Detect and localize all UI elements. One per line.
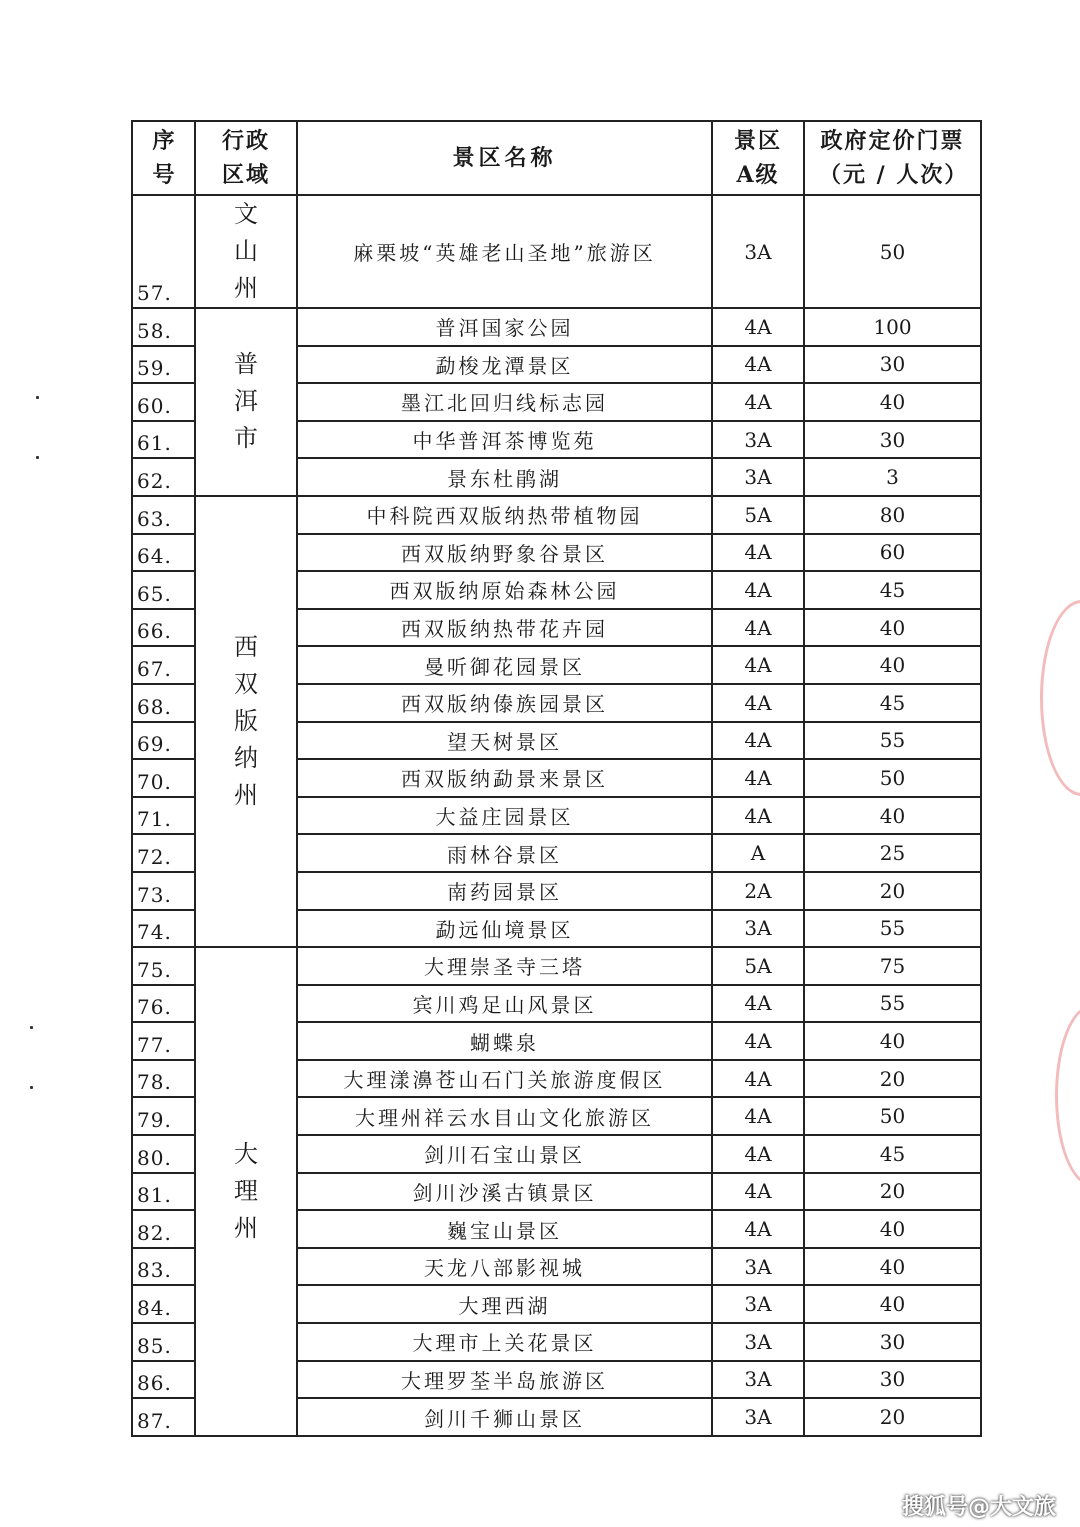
scenic-level: 4A xyxy=(712,383,804,421)
scenic-level: 4A xyxy=(712,1135,804,1173)
row-number: 58. xyxy=(132,308,195,346)
scenic-name: 西双版纳热带花卉园 xyxy=(297,609,712,647)
row-number: 65. xyxy=(132,571,195,609)
scenic-level: 3A xyxy=(712,195,804,308)
row-number: 59. xyxy=(132,346,195,384)
region-cell: 大 理 州 xyxy=(195,947,297,1436)
scenic-name: 勐梭龙潭景区 xyxy=(297,346,712,384)
region-cell: 普 洱 市 xyxy=(195,308,297,496)
row-number: 78. xyxy=(132,1060,195,1098)
ticket-price: 55 xyxy=(804,985,981,1023)
row-number: 84. xyxy=(132,1285,195,1323)
scenic-name: 西双版纳勐景来景区 xyxy=(297,759,712,797)
scenic-name: 景东杜鹃湖 xyxy=(297,458,712,496)
scenic-level: 4A xyxy=(712,1173,804,1211)
scenic-name: 西双版纳原始森林公园 xyxy=(297,571,712,609)
red-seal-stamp-lower xyxy=(1055,1005,1080,1186)
ticket-price: 45 xyxy=(804,571,981,609)
scenic-name: 剑川沙溪古镇景区 xyxy=(297,1173,712,1211)
ticket-price: 20 xyxy=(804,1173,981,1211)
ticket-price: 40 xyxy=(804,609,981,647)
scenic-level: 3A xyxy=(712,1323,804,1361)
scenic-level: 4A xyxy=(712,308,804,346)
ticket-price: 40 xyxy=(804,383,981,421)
scenic-level: 4A xyxy=(712,534,804,572)
region-cell: 西 双 版 纳 州 xyxy=(195,496,297,947)
table-row xyxy=(132,496,981,534)
row-number: 80. xyxy=(132,1135,195,1173)
row-number: 74. xyxy=(132,910,195,948)
scenic-level: 4A xyxy=(712,759,804,797)
row-number: 71. xyxy=(132,797,195,835)
row-number: 70. xyxy=(132,759,195,797)
scenic-name: 曼听御花园景区 xyxy=(297,646,712,684)
row-number: 64. xyxy=(132,534,195,572)
header-name: 景区名称 xyxy=(297,121,712,195)
ticket-price: 20 xyxy=(804,872,981,910)
scenic-level: 4A xyxy=(712,722,804,760)
scenic-level: 4A xyxy=(712,346,804,384)
scenic-name: 西双版纳野象谷景区 xyxy=(297,534,712,572)
scenic-name: 蝴蝶泉 xyxy=(297,1022,712,1060)
ticket-price: 55 xyxy=(804,722,981,760)
row-number: 66. xyxy=(132,609,195,647)
row-number: 75. xyxy=(132,947,195,985)
scenic-level: 4A xyxy=(712,684,804,722)
ticket-price: 50 xyxy=(804,195,981,308)
red-seal-stamp xyxy=(1040,600,1080,796)
ticket-price: 50 xyxy=(804,759,981,797)
scenic-name: 大理西湖 xyxy=(297,1285,712,1323)
row-number: 77. xyxy=(132,1022,195,1060)
row-number: 62. xyxy=(132,458,195,496)
row-number: 73. xyxy=(132,872,195,910)
ticket-price: 30 xyxy=(804,1361,981,1399)
ticket-price: 25 xyxy=(804,834,981,872)
scenic-level: 3A xyxy=(712,458,804,496)
row-number: 85. xyxy=(132,1323,195,1361)
scan-speck xyxy=(36,456,39,459)
ticket-price: 80 xyxy=(804,496,981,534)
row-number: 60. xyxy=(132,383,195,421)
row-number: 87. xyxy=(132,1398,195,1436)
scenic-name: 勐远仙境景区 xyxy=(297,910,712,948)
scenic-name: 望天树景区 xyxy=(297,722,712,760)
scenic-level: 3A xyxy=(712,910,804,948)
scenic-level: 4A xyxy=(712,609,804,647)
row-number: 69. xyxy=(132,722,195,760)
scenic-name: 大理市上关花景区 xyxy=(297,1323,712,1361)
table-row xyxy=(132,947,981,985)
row-number: 82. xyxy=(132,1210,195,1248)
ticket-price: 40 xyxy=(804,1248,981,1286)
row-number: 79. xyxy=(132,1097,195,1135)
ticket-price: 60 xyxy=(804,534,981,572)
scenic-name: 南药园景区 xyxy=(297,872,712,910)
ticket-price: 40 xyxy=(804,1022,981,1060)
ticket-price: 100 xyxy=(804,308,981,346)
ticket-price: 50 xyxy=(804,1097,981,1135)
ticket-price: 40 xyxy=(804,1210,981,1248)
scenic-name: 剑川石宝山景区 xyxy=(297,1135,712,1173)
scenic-level: 4A xyxy=(712,1060,804,1098)
scenic-name: 天龙八部影视城 xyxy=(297,1248,712,1286)
ticket-price: 40 xyxy=(804,797,981,835)
header-row xyxy=(132,121,981,195)
scenic-name: 大益庄园景区 xyxy=(297,797,712,835)
scenic-level: 4A xyxy=(712,797,804,835)
row-number: 81. xyxy=(132,1173,195,1211)
scenic-price-table xyxy=(131,120,982,1437)
scenic-name: 大理罗荃半岛旅游区 xyxy=(297,1361,712,1399)
scenic-name: 大理州祥云水目山文化旅游区 xyxy=(297,1097,712,1135)
row-number: 76. xyxy=(132,985,195,1023)
header-price: 政府定价门票（元 / 人次） xyxy=(804,121,981,195)
scenic-name: 普洱国家公园 xyxy=(297,308,712,346)
row-number: 61. xyxy=(132,421,195,459)
scenic-level: 3A xyxy=(712,1398,804,1436)
scenic-level: 4A xyxy=(712,1022,804,1060)
ticket-price: 45 xyxy=(804,684,981,722)
ticket-price: 45 xyxy=(804,1135,981,1173)
ticket-price: 20 xyxy=(804,1060,981,1098)
scenic-level: 3A xyxy=(712,1285,804,1323)
ticket-price: 55 xyxy=(804,910,981,948)
scenic-name: 中科院西双版纳热带植物园 xyxy=(297,496,712,534)
scenic-level: 4A xyxy=(712,1097,804,1135)
scenic-level: 2A xyxy=(712,872,804,910)
scenic-level: 4A xyxy=(712,571,804,609)
ticket-price: 30 xyxy=(804,421,981,459)
row-number: 72. xyxy=(132,834,195,872)
header-seq: 序号 xyxy=(132,121,195,195)
scenic-level: 3A xyxy=(712,421,804,459)
scenic-name: 墨江北回归线标志园 xyxy=(297,383,712,421)
scenic-name: 麻栗坡“英雄老山圣地”旅游区 xyxy=(297,195,712,308)
ticket-price: 40 xyxy=(804,1285,981,1323)
row-number: 86. xyxy=(132,1361,195,1399)
scenic-level: 3A xyxy=(712,1248,804,1286)
ticket-price: 40 xyxy=(804,646,981,684)
ticket-price: 75 xyxy=(804,947,981,985)
ticket-price: 30 xyxy=(804,346,981,384)
scenic-name: 雨林谷景区 xyxy=(297,834,712,872)
row-number: 57. xyxy=(132,195,195,308)
scenic-name: 剑川千狮山景区 xyxy=(297,1398,712,1436)
ticket-price: 20 xyxy=(804,1398,981,1436)
scan-speck xyxy=(30,1026,33,1029)
scenic-name: 中华普洱茶博览苑 xyxy=(297,421,712,459)
header-level: 景区A级 xyxy=(712,121,804,195)
scenic-level: 4A xyxy=(712,646,804,684)
row-number: 83. xyxy=(132,1248,195,1286)
scenic-name: 大理崇圣寺三塔 xyxy=(297,947,712,985)
table-body xyxy=(132,195,981,1436)
row-number: 67. xyxy=(132,646,195,684)
scenic-name: 西双版纳傣族园景区 xyxy=(297,684,712,722)
scenic-level: 4A xyxy=(712,1210,804,1248)
scenic-level: A xyxy=(712,834,804,872)
ticket-price: 30 xyxy=(804,1323,981,1361)
scenic-name: 巍宝山景区 xyxy=(297,1210,712,1248)
ticket-price: 3 xyxy=(804,458,981,496)
row-number: 68. xyxy=(132,684,195,722)
watermark-text: 搜狐号@大文旅 xyxy=(901,1495,1056,1520)
region-cell: 文 山 州 xyxy=(195,195,297,308)
scenic-name: 宾川鸡足山风景区 xyxy=(297,985,712,1023)
table-row xyxy=(132,195,981,308)
scenic-level: 3A xyxy=(712,1361,804,1399)
scan-speck xyxy=(30,1086,33,1089)
scenic-price-table-container xyxy=(131,120,980,1437)
header-region: 行政区域 xyxy=(195,121,297,195)
table-row xyxy=(132,308,981,346)
scenic-level: 5A xyxy=(712,496,804,534)
scenic-name: 大理漾濞苍山石门关旅游度假区 xyxy=(297,1060,712,1098)
row-number: 63. xyxy=(132,496,195,534)
scenic-level: 5A xyxy=(712,947,804,985)
scenic-level: 4A xyxy=(712,985,804,1023)
scan-speck xyxy=(36,396,39,399)
